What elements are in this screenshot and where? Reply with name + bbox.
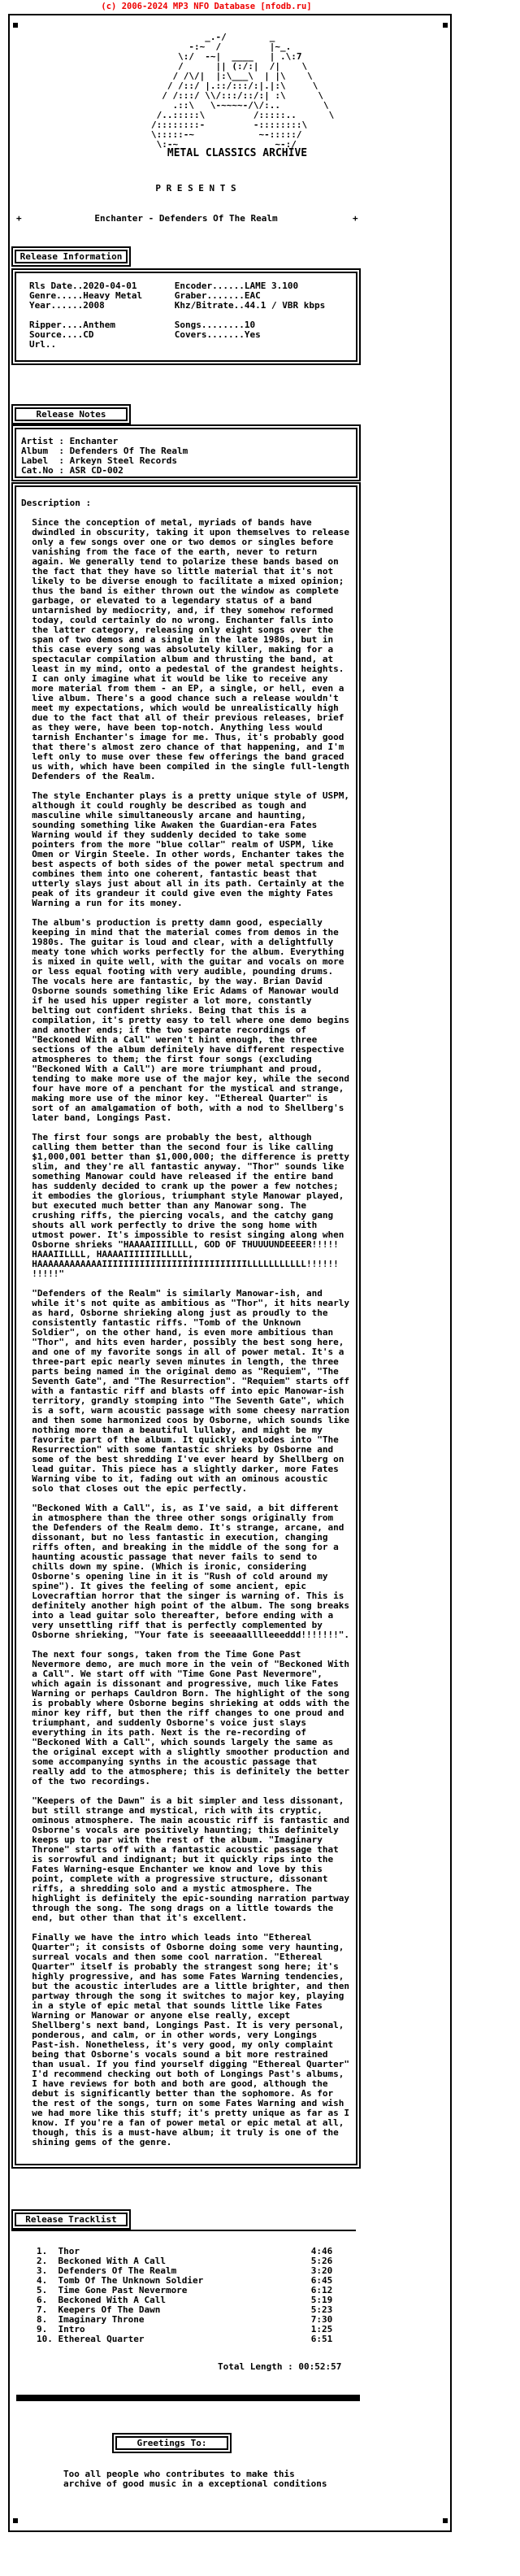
section-divider-bar: [16, 2395, 360, 2401]
release-tracklist-tab: Release Tracklist: [11, 2209, 131, 2230]
plus-marker: +: [16, 213, 22, 224]
tracklist-rows: 1. Thor 4:46 2. Beckoned With A Call 5:26 3. Defenders Of The Realm 3:20 4. Tomb Of The Unknown Soldier 6:45 5. Time Gone Past Nevermore 6:12 6. Beckoned With A Call 5:19 7. Keepers Of The Dawn 5:23 8. Imaginary Throne 7:30 9. Intro 1:25 10. Ethereal Quarter 6:51: [37, 2246, 333, 2344]
nfo-outer-box: [8, 14, 452, 2532]
release-title: Enchanter - Defenders Of The Realm: [94, 213, 278, 224]
plus-marker: +: [353, 213, 358, 224]
total-length: Total Length : 00:52:57: [218, 2361, 342, 2372]
nfo-text-column: [11, 15, 361, 2530]
tracklist-divider: [11, 2230, 356, 2231]
corner-square-icon: [443, 2518, 448, 2523]
release-notes-tab: Release Notes: [11, 404, 131, 424]
corner-square-icon: [443, 23, 448, 28]
release-notes-text: Artist : Enchanter Album : Defenders Of The Realm Label : Arkeyn Steel Records Cat.No : ASR CD-002: [21, 436, 188, 476]
greetings-tab: Greetings To:: [112, 2433, 232, 2453]
release-title-line: [11, 214, 361, 224]
ascii-art-eagle: _.-/ _ -:~ / |~_. \:/ -~| ____ | .\:7 / || (:/:| /| \ / /\/| |:\___\ | |\ \ / /::/ |.::/:::/:|.|:\ \ / /:::/ \\/:::/::/:| :\ \ .::\ \-~~~~-/\/:.. \ /..:::::\ /:::::.. \ /::::::::- -::::::::\ \:::::-~ ~-:::::/ \:-~ ~-:/: [151, 32, 335, 150]
release-information-tab: Release Information: [11, 246, 131, 267]
release-notes-box: [11, 424, 361, 481]
nfodb-copyright-header: (c) 2006-2024 MP3 NFO Database [nfodb.ru]: [101, 2, 312, 11]
release-information-box: [11, 268, 361, 365]
release-information-text: Rls Date..2020-04-01 Encoder......LAME 3.100 Genre.....Heavy Metal Graber.......EAC Year......2008 Khz/Bitrate..44.1 / VBR kbps Ripper....Anthem Songs........10 Source....CD Covers.......Yes Url..: [29, 281, 326, 350]
archive-name: METAL CLASSICS ARCHIVE: [167, 147, 308, 159]
description-text: Description : Since the conception of metal, myriads of bands have dwindled in obscurity, taking it upon themselves to release only a few songs over one or two demos or singles before vanishing from the face of the earth, never to return again. We generally tend to polarize these bands based on the fact that they have so little material that it's not likely to be diverse enough to facilitate a mixed opinion; thus the band is either thrown out the window as complete garbage, or elevated to a legendary status of a band untarnished by mediocrity, and, if they somehow reformed today, could certainly do no wrong. Enchanter falls into the latter category, releasing only eight songs over the span of two demos and a single in the late 1980s, but in this case every song was absolutely killer, making for a spectacular compilation album and thrusting the band, at least in my mind, onto a pedestal of the grandest heights. I can only imagine what it would be like to receive any more material from them - an EP, a single, or hell, even a live album. There's a good chance such a release wouldn't meet my expectations, which would be unrealistically high due to the fact that all of their previous releases, brief as they were, have been top-notch. Anything less would tarnish Enchanter's image for me. Thus, it's probably good that there's almost zero chance of that happening, and I'm left only to muse over these few offerings the band graced us with, which have been compiled in the single full-length Defenders of the Realm. The style Enchanter plays is a pretty unique style of USPM, although it could roughly be described as tough and masculine while simultaneously arcane and haunting, sounding something like Awaken the Guardian-era Fates Warning would if they suddenly decided to take some pointers from the more "blue collar" realm of USPM, like Omen or Virgin Steele. In other words, Enchanter takes the best aspects of both sides of the power metal spectrum and combines them into one coherent, fantastic beast that utterly slays just about all in its path. Certainly at the peak of its grandeur it could give even the mighty Fates Warning a run for its money. The album's production is pretty damn good, especially keeping in mind that the material comes from demos in the 1980s. The guitar is loud and clear, with a delightfully meaty tone which works perfectly for the album. Everything is mixed in quite well, with the guitar and vocals on more or less equal footing with very audible, pounding drums. The vocals here are fantastic, by the way. Brian David Osborne sounds something like Eric Adams of Manowar would if he used his upper register a lot more, constantly belting out confident shrieks. Being that this is a compilation, it's pretty easy to tell where one demo begins and another ends; if the two separate recordings of "Beckoned With a Call" weren't hint enough, the three sections of the album definitely have different respective atmospheres to them; the first four songs (excluding "Beckoned With a Call") are more triumphant and proud, tending to make more use of the major key, while the second four have more of a penchant for the mystical and strange, making more use of the minor key. "Ethereal Quarter" is sort of an amalgamation of both, with a nod to Shellberg's later band, Longings Past. The first four songs are probably the best, although calling them better than the second four is like calling $1,000,001 better than $1,000,000; the difference is pretty slim, and they're all fantastic anyway. "Thor" sounds like something Manowar could have released if the entire band has suddenly decided to crank up the power a few notches; it embodies the glorious, triumphant style Manowar played, but executed much better than any Manowar song. The crushing riffs, the piercing vocals, and the catchy gang shouts all work perfectly to drive the song home with utmost power. It's impossible to resist singing along when Osborne shrieks "HAAAAIIIILLLL, GOD OF THUUUUNDEEEER!!!!! HAAAIILLLL, HAAAAIIIIIIILLLLL, HAAAAAAAAAAAAIIIIIIIIIIIIIIIIIIIIIIIIIIILLLLLLLLLLL!!!!!! !!!!!" "Defenders of the Realm" is similarly Manowar-ish, and while it's not quite as ambitious as "Thor", it hits nearly as hard, Osborne shrieking along just as proudly to the consistently fantastic riffs. "Tomb of the Unknown Soldier", on the other hand, is even more ambitious than "Thor", and hits even harder, possibly the best song here, and one of my favorite songs in all of power metal. It's a three-part epic nearly seven minutes in length, the three parts being named in the original demo as "Requiem", "The Seventh Gate", and "The Resurrection". "Requiem" starts off with a fantastic riff and blasts off into epic Manowar-ish territory, grandly stomping into "The Seventh Gate", which is a soft, warm acoustic passage with some cheesy narration and then some harmonized coos by Osborne, which sounds like nothing more than a beautiful lullaby, and might be my favorite part of the album. It quickly explodes into "The Resurrection" with some fantastic shrieks by Osborne and some of the best shredding I've ever heard by Shellberg on lead guitar. This piece has a slightly darker, more Fates Warning vibe to it, fading out with an ominous acoustic solo that closes out the epic perfectly. "Beckoned With a Call", is, as I've said, a bit different in atmosphere than the three other songs originally from the Defenders of the Realm demo. It's strange, arcane, and dissonant, but no less fantastic in execution, changing riffs often, and breaking in the middle of the song for a haunting acoustic passage that never fails to send to chills down my spine. (Which is ironic, considering Osborne's opening line in it is "Rush of cold around my spine"). It gives the feeling of some ancient, epic Lovecraftian horror that the singer is warning of. This is definitely another high point of the album. The song breaks into a lead guitar solo thereafter, before ending with a very unsettling riff that is perfectly complemented by Osborne shrieking, "Your fate is seeeaaalllleeeddd!!!!!!!". The next four songs, taken from the Time Gone Past Nevermore demo, are much more in the vein of "Beckoned With a Call". We start off with "Time Gone Past Nevermore", which again is dissonant and progressive, much like Fates Warning or perhaps Cauldron Born. The highlight of the song is probably where Osborne begins shrieking at odds with the minor key riff, but then the riff changes to one proud and triumphant, and suddenly Osborne's voice just slays everything in its path. Next is the re-recording of "Beckoned With a Call", which sounds largely the same as the original except with a slightly smoother production and some accompanying synths in the acoustic passage that really add to the atmosphere; this is definitely the better of the two recordings. "Keepers of the Dawn" is a bit simpler and less dissonant, but still strange and mystical, rich with its cryptic, ominous atmosphere. The main acoustic riff is fantastic and Osborne's vocals are positively haunting; this definitely keeps up to par with the rest of the album. "Imaginary Throne" starts off with a fantastic acoustic passage that is sorrowful and indignant; but it quickly rips into the Fates Warning-esque Enchanter we know and love by this point, complete with a progressive structure, dissonant riffs, a shredding solo and a mystic atmosphere. The highlight is definitely the epic-sounding narration partway through the song. The song drags on a little towards the end, but other than that it's excellent. Finally we have the intro which leads into "Ethereal Quarter"; it consists of Osborne doing some very haunting, surreal vocals and then some cool narration. "Ethereal Quarter" itself is probably the strangest song here; it's highly progressive, and has some Fates Warning tendencies, but the acoustic interludes are a little brighter, and then partway through the song it switches to major key, playing in a style of epic metal that sounds little like Fates Warning or Manowar or anyone else really, except Shellberg's next band, Longings Past. It is very personal, ponderous, and calm, or in other words, very Longings Past-ish. Nonetheless, it's very good, my only complaint being that Osborne's vocals sound a bit more restrained than usual. If you find yourself digging "Ethereal Quarter" I'd recommend checking out both of Longings Past's albums, I have reviews for both and both are good, although the debut is significantly better than the sophomore. As for the rest of the songs, turn on some Fates Warning and wish we had more like this stuff; it's pretty unique as far as I know. If you're a fan of power metal or epic metal at all, though, this is a must-have album; it truly is one of the shining gems of the genre.: [21, 498, 349, 2147]
greetings-text: Too all people who contributes to make this archive of good music in a exceptional conditions: [63, 2469, 327, 2489]
description-box: [11, 482, 361, 2169]
presents-line: P R E S E N T S: [155, 183, 236, 194]
